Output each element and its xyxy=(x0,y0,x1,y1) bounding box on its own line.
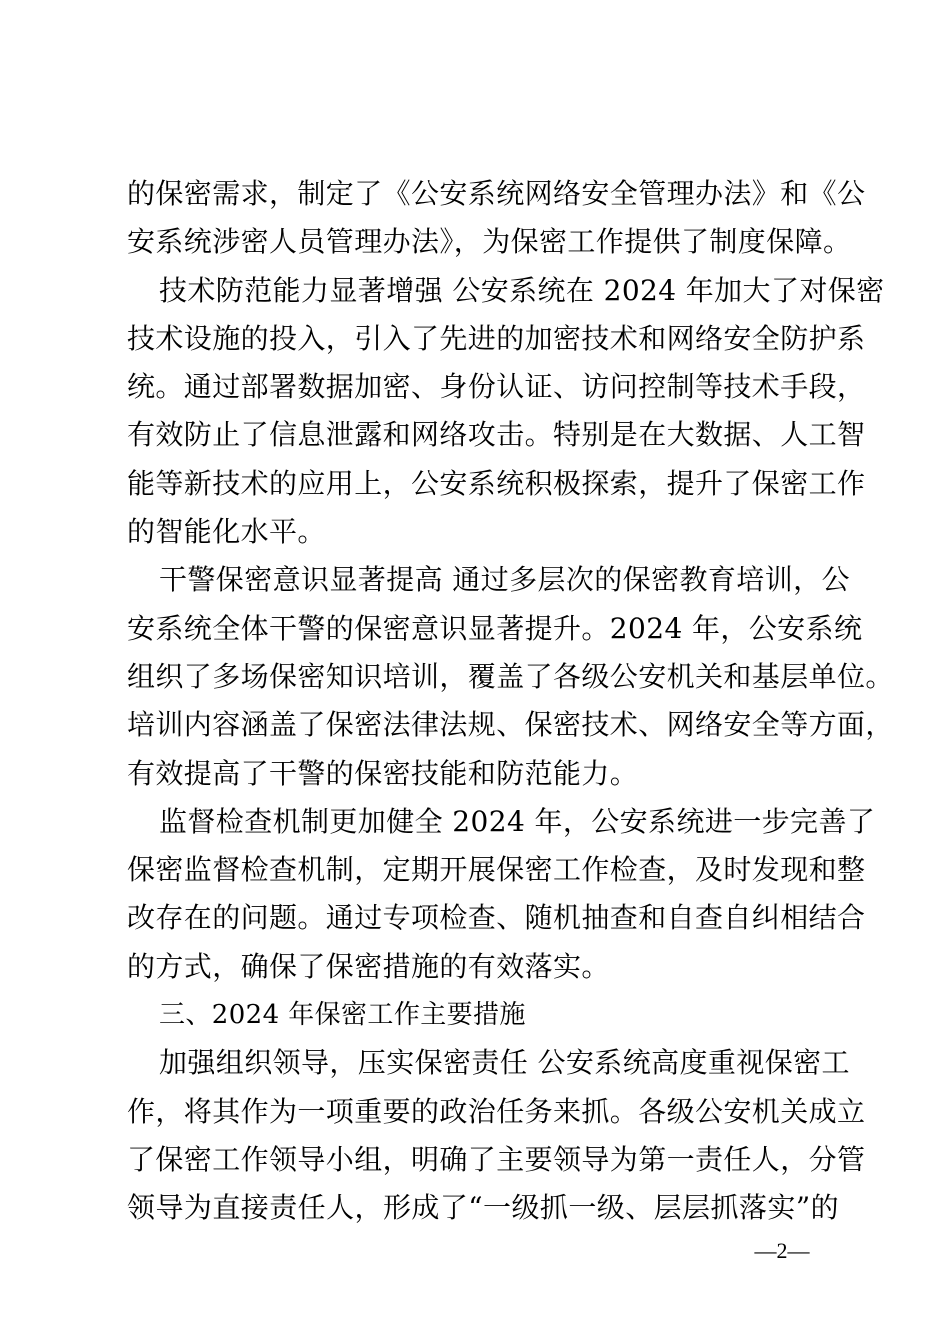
text-line: 有效提高了干警的保密技能和防范能力。 xyxy=(127,756,639,790)
paragraph-awareness xyxy=(127,556,894,797)
paragraph-organization xyxy=(127,1039,866,1232)
text-line: 能等新技术的应用上，公安系统积极探索，提升了保密工作 xyxy=(127,466,866,500)
text-line: 技术设施的投入，引入了先进的加密技术和网络安全防护系 xyxy=(127,321,866,355)
text-line: 培训内容涵盖了保密法律法规、保密技术、网络安全等方面， xyxy=(127,708,894,742)
text-line: 干警保密意识显著提高 通过多层次的保密教育培训，公 xyxy=(159,563,850,597)
text-line: 作，将其作为一项重要的政治任务来抓。各级公安机关成立 xyxy=(127,1094,866,1128)
paragraph-technical-defense xyxy=(127,267,885,557)
text-line: 了保密工作领导小组，明确了主要领导为第一责任人，分管 xyxy=(127,1142,866,1176)
document-body xyxy=(127,170,894,1233)
text-line: 统。通过部署数据加密、身份认证、访问控制等技术手段， xyxy=(127,370,866,404)
text-line: 有效防止了信息泄露和网络攻击。特别是在大数据、人工智 xyxy=(127,418,866,452)
section-heading xyxy=(127,991,839,1039)
text-line: 领导为直接责任人，形成了“一级抓一级、层层抓落实”的 xyxy=(127,1191,839,1225)
text-line: 监督检查机制更加健全 2024 年，公安系统进一步完善了 xyxy=(159,804,876,838)
paragraph-continued xyxy=(127,170,866,267)
text-line: 的智能化水平。 xyxy=(127,515,326,549)
text-line: 保密监督检查机制，定期开展保密工作检查，及时发现和整 xyxy=(127,853,866,887)
text-line: 的方式，确保了保密措施的有效落实。 xyxy=(127,949,610,983)
text-line: 的保密需求，制定了《公安系统网络安全管理办法》和《公 xyxy=(127,177,866,210)
page-number: —2— xyxy=(754,1238,810,1263)
text-line: 技术防范能力显著增强 公安系统在 2024 年加大了对保密 xyxy=(159,273,885,307)
paragraph-supervision xyxy=(127,798,876,991)
text-line: 加强组织领导，压实保密责任 公安系统高度重视保密工 xyxy=(159,1046,850,1080)
text-line: 改存在的问题。通过专项检查、随机抽查和自查自纠相结合 xyxy=(127,901,866,935)
text-line: 安系统全体干警的保密意识显著提升。2024 年，公安系统 xyxy=(127,611,863,645)
text-line: 组织了多场保密知识培训，覆盖了各级公安机关和基层单位。 xyxy=(127,659,894,693)
section-heading-text: 三、2024 年保密工作主要措施 xyxy=(159,1000,526,1031)
text-line: 安系统涉密人员管理办法》，为保密工作提供了制度保障。 xyxy=(127,225,852,259)
